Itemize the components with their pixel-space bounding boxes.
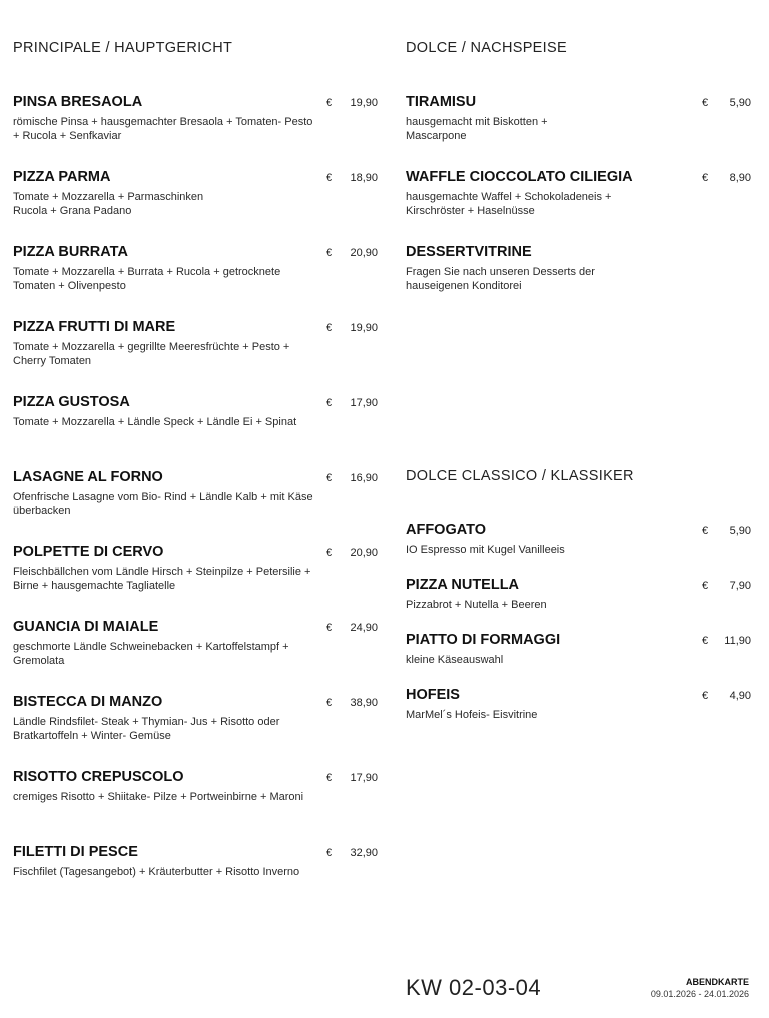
currency-symbol: € [326, 547, 333, 559]
currency-symbol: € [702, 172, 709, 184]
validity-dates: 09.01.2026 - 24.01.2026 [650, 989, 749, 999]
item-name: FILETTI DI PESCE [13, 844, 138, 860]
menu-item [13, 769, 378, 804]
menu-item [406, 522, 751, 557]
currency-symbol: € [702, 580, 709, 592]
item-description: Fragen Sie nach unseren Desserts der hauseigenen Konditorei [406, 266, 595, 292]
menu-item [13, 244, 378, 293]
item-description: Fischfilet (Tagesangebot) + Kräuterbutter + Risotto Inverno [13, 866, 300, 878]
item-name: HOFEIS [406, 687, 460, 703]
currency-symbol: € [326, 397, 333, 409]
item-name: PIZZA PARMA [13, 169, 111, 185]
menu-item [406, 632, 751, 667]
item-description: Tomate + Mozzarella + gegrillte Meeresfrüchte + Pesto + Cherry Tomaten [13, 341, 290, 367]
item-price: 16,90 [350, 472, 378, 484]
item-price: 24,90 [350, 622, 378, 634]
item-description: Pizzabrot + Nutella + Beeren [406, 599, 547, 611]
menu-item [406, 577, 751, 612]
menu-item [13, 619, 378, 668]
item-price: 4,90 [729, 690, 751, 702]
item-price: 19,90 [350, 97, 378, 109]
item-description: Fleischbällchen vom Ländle Hirsch + Steinpilze + Petersilie + Birne + hausgemachte Tagliatelle [13, 566, 311, 592]
desserts-title: DOLCE / NACHSPEISE [406, 40, 567, 56]
classics-title: DOLCE CLASSICO / KLASSIKER [406, 468, 634, 484]
menu-item [13, 469, 378, 518]
item-description: MarMel´s Hofeis- Eisvitrine [406, 709, 538, 721]
item-description: Ländle Rindsfilet- Steak + Thymian- Jus + Risotto oder Bratkartoffeln + Winter- Gemüse [13, 716, 280, 742]
item-name: DESSERTVITRINE [406, 244, 532, 260]
item-name: PIZZA NUTELLA [406, 577, 520, 593]
item-price: 7,90 [729, 580, 751, 592]
item-name: GUANCIA DI MAIALE [13, 619, 159, 635]
item-description: IO Espresso mit Kugel Vanilleeis [406, 544, 565, 556]
item-name: PIZZA FRUTTI DI MARE [13, 319, 176, 335]
item-price: 11,90 [724, 635, 751, 647]
item-name: WAFFLE CIOCCOLATO CILIEGIA [406, 169, 633, 185]
menu-item [13, 169, 378, 218]
item-name: AFFOGATO [406, 522, 487, 538]
item-price: 8,90 [729, 172, 751, 184]
currency-symbol: € [326, 322, 333, 334]
currency-symbol: € [326, 97, 333, 109]
currency-symbol: € [326, 847, 333, 859]
calendar-week-label: KW 02-03-04 [406, 975, 542, 1000]
currency-symbol: € [326, 622, 333, 634]
item-description: cremiges Risotto + Shiitake- Pilze + Portweinbirne + Maroni [13, 791, 304, 803]
menu-item [406, 169, 751, 218]
item-description: geschmorte Ländle Schweinebacken + Kartoffelstampf + Gremolata [13, 641, 289, 667]
item-name: TIRAMISU [406, 94, 477, 110]
item-description: Tomate + Mozzarella + Parmaschinken Rucola + Grana Padano [13, 191, 204, 217]
menu-item [406, 94, 751, 143]
menu-item [406, 687, 751, 722]
item-price: 18,90 [350, 172, 378, 184]
item-name: LASAGNE AL FORNO [13, 469, 163, 485]
menu-item [13, 94, 378, 143]
item-price: 5,90 [729, 97, 751, 109]
currency-symbol: € [326, 697, 333, 709]
item-description: hausgemachte Waffel + Schokoladeneis + Kirschröster + Haselnüsse [406, 191, 612, 217]
menu-item [13, 394, 378, 429]
item-description: römische Pinsa + hausgemachter Bresaola + Tomaten- Pesto + Rucola + Senfkaviar [13, 116, 313, 142]
item-price: 32,90 [350, 847, 378, 859]
menu-item [13, 694, 378, 743]
menu-item [13, 844, 378, 879]
currency-symbol: € [326, 472, 333, 484]
item-name: PIZZA BURRATA [13, 244, 128, 260]
item-name: BISTECCA DI MANZO [13, 694, 163, 710]
currency-symbol: € [326, 247, 333, 259]
currency-symbol: € [702, 525, 709, 537]
currency-symbol: € [326, 772, 333, 784]
item-price: 5,90 [729, 525, 751, 537]
item-name: POLPETTE DI CERVO [13, 544, 164, 560]
item-price: 17,90 [350, 397, 378, 409]
menu-item [13, 319, 378, 368]
menu-type-label: ABENDKARTE [686, 977, 749, 987]
item-price: 20,90 [350, 547, 378, 559]
menu-item [13, 544, 378, 593]
item-price: 19,90 [350, 322, 378, 334]
main-courses-column [13, 0, 378, 1018]
item-name: RISOTTO CREPUSCOLO [13, 769, 184, 785]
currency-symbol: € [702, 97, 709, 109]
currency-symbol: € [326, 172, 333, 184]
item-price: 38,90 [350, 697, 378, 709]
main-courses-title: PRINCIPALE / HAUPTGERICHT [13, 40, 233, 56]
item-name: PIZZA GUSTOSA [13, 394, 130, 410]
item-price: 20,90 [350, 247, 378, 259]
item-price: 17,90 [350, 772, 378, 784]
menu-validity [651, 977, 749, 999]
currency-symbol: € [702, 635, 709, 647]
item-description: Tomate + Mozzarella + Ländle Speck + Ländle Ei + Spinat [13, 416, 297, 428]
desserts-column [406, 0, 751, 1018]
item-name: PINSA BRESAOLA [13, 94, 143, 110]
menu-item [406, 244, 751, 293]
item-description: Ofenfrische Lasagne vom Bio- Rind + Ländle Kalb + mit Käse überbacken [13, 491, 313, 517]
item-description: kleine Käseauswahl [406, 654, 504, 666]
currency-symbol: € [702, 690, 709, 702]
item-description: hausgemacht mit Biskotten + Mascarpone [406, 116, 548, 142]
item-description: Tomate + Mozzarella + Burrata + Rucola + getrocknete Tomaten + Olivenpesto [13, 266, 281, 292]
item-name: PIATTO DI FORMAGGI [406, 632, 561, 648]
